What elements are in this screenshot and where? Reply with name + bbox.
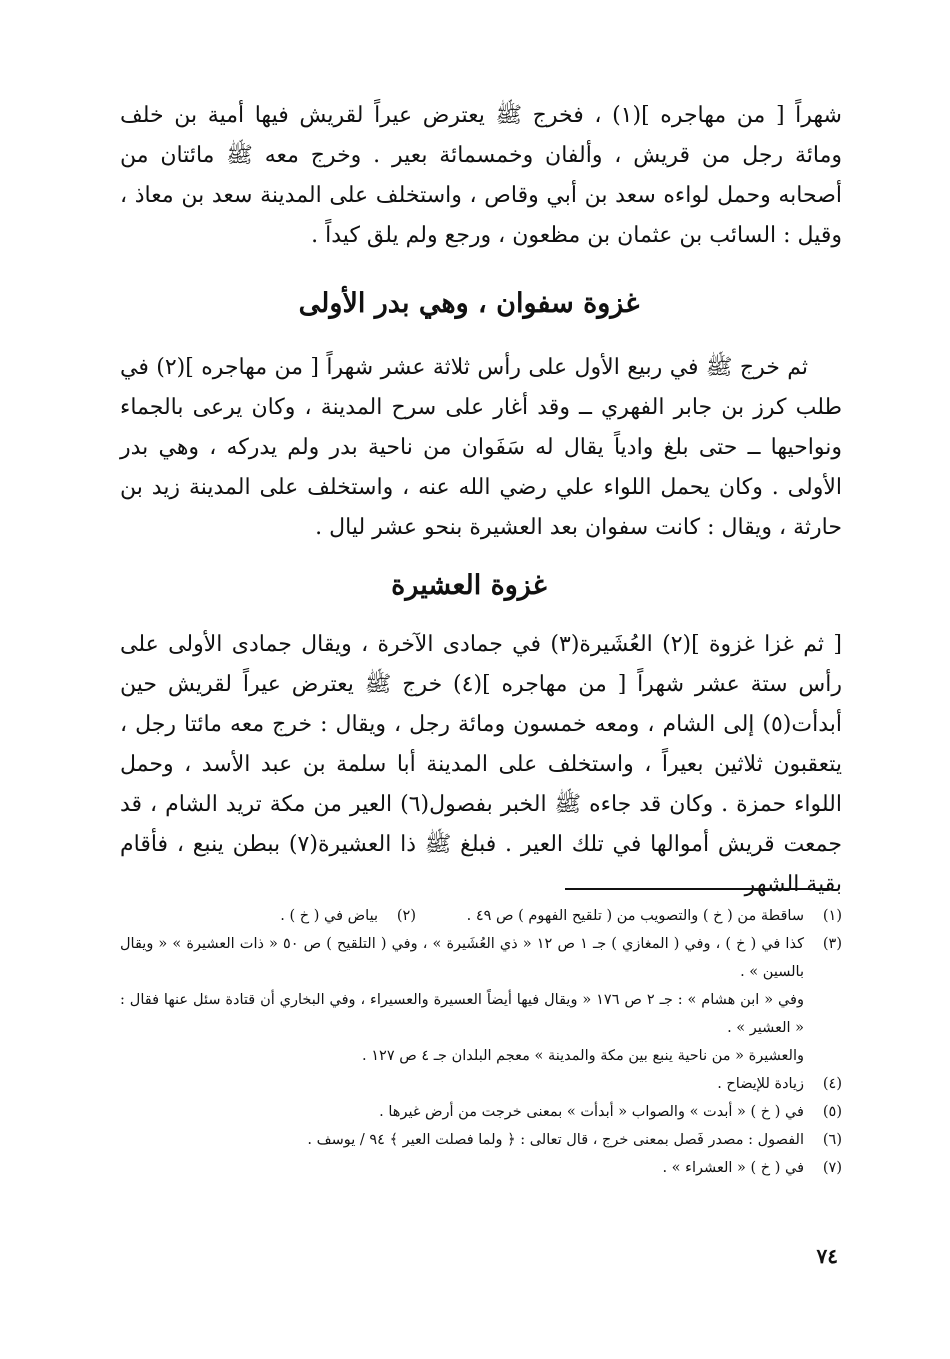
footnote-number: (٦) [822,1132,842,1148]
footnote-text: وفي « ابن هشام » : جـ ٢ ص ١٧٦ « ويقال فيها أيضاً العسيرة والعسيراء ، وفي البخاري أن قتادة سئل عنها فقال : « العشير » . [120,992,804,1036]
footnote-text: زيادة للإيضاح . [717,1076,804,1092]
footnote-1-2 [120,902,842,930]
footnotes [120,902,842,1182]
footnote-text: ساقطة من ( خ ) والتصويب من ( تلقيح الفهوم ) ص ٤٩ . [466,908,804,924]
footnote-number: (٥) [822,1104,842,1120]
footnote-6 [120,1126,842,1154]
paragraph-safwan: ثم خرج ﷺ في ربيع الأول على رأس ثلاثة عشر شهراً [ من مهاجره ](٢) في طلب كرز بن جابر الفهري ــ وقد أغار على سرح المدينة ، وكان يرعى بالجماء ونواحيها ــ حتى بلغ وادياً يقال له سَفَوان من ناحية بدر ولم يدركه ، وهي بدر الأولى . وكان يحمل اللواء علي رضي الله عنه ، واستخلف على المدينة زيد بن حارثة ، ويقال : كانت سفوان بعد العشيرة بنحو عشر ليال . [120,355,842,540]
footnote-text: كذا في ( خ ) ، وفي ( المغازي ) جـ ١ ص ١٢ « ذي العُشَيرة » ، وفي ( التلقيح ) ص ٥٠ « ذات العشيرة » « ويقال بالسين » . [120,936,804,980]
footnote-text: الفصول : مصدر فَصل بمعنى خرج ، قال تعالى : ﴿ ولما فصلت العير ﴾ ٩٤ / يوسف . [307,1132,804,1148]
section-heading-ushaira: غزوة العشيرة [391,570,547,601]
footnote-number: (٢) [396,908,416,924]
footnote-number: (٤) [822,1076,842,1092]
footnote-text: في ( خ ) « أبدت » والصواب « أبدأت » بمعنى خرجت من أرض غيرها . [379,1104,804,1120]
paragraph-ushaira: [ ثم غزا غزوة ](٢) العُشَيرة(٣) في جمادى الآخرة ، ويقال جمادى الأولى على رأس ستة عشر شهراً [ من مهاجره ](٤) خرج ﷺ يعترض عيراً لقريش حين أبدأت(٥) إلى الشام ، ومعه خمسون ومائة رجل ، ويقال : خرج معه مائتا رجل ، يتعقبون ثلاثين بعيراً ، واستخلف على المدينة أبا سلمة بن عبد الأسد ، وحمل اللواء حمزة . وكان قد جاءه ﷺ الخبر بفصول(٦) العير من مكة تريد الشام ، قد جمعت قريش أموالها في تلك العير . فبلغ ﷺ ذا العشيرة(٧) ببطن ينبع ، فأقام بقية الشهر [120,632,843,897]
paragraph-intro: شهراً [ من مهاجره ](١) ، فخرج ﷺ يعترض عيراً لقريش فيها أمية بن خلف ومائة رجل من قريش ، وألفان وخمسمائة بعير . وخرج معه ﷺ مائتان من أصحابه وحمل لواءه سعد بن أبي وقاص ، واستخلف على المدينة سعد بن معاذ ، وقيل : السائب بن عثمان بن مظعون ، ورجع ولم يلق كيداً . [120,103,842,248]
section-heading-safwan: غزوة سفوان ، وهي بدر الأولى [298,288,640,319]
footnote-text: والعشيرة « من ناحية ينبع بين مكة والمدينة » معجم البلدان جـ ٤ ص ١٢٧ . [362,1048,804,1064]
footnote-number: (٧) [822,1160,842,1176]
footnote-3 [120,930,842,986]
footnote-text: بياض في ( خ ) . [280,908,378,924]
footnote-7 [120,1154,842,1182]
footnote-number: (١) [822,908,842,924]
page-number: ٧٤ [816,1244,838,1268]
footnote-4 [120,1070,842,1098]
footnote-5 [120,1098,842,1126]
footnote-text: في ( خ ) « العشراء » . [662,1160,804,1176]
footnote-divider [565,888,830,890]
footnote-number: (٣) [822,936,842,952]
